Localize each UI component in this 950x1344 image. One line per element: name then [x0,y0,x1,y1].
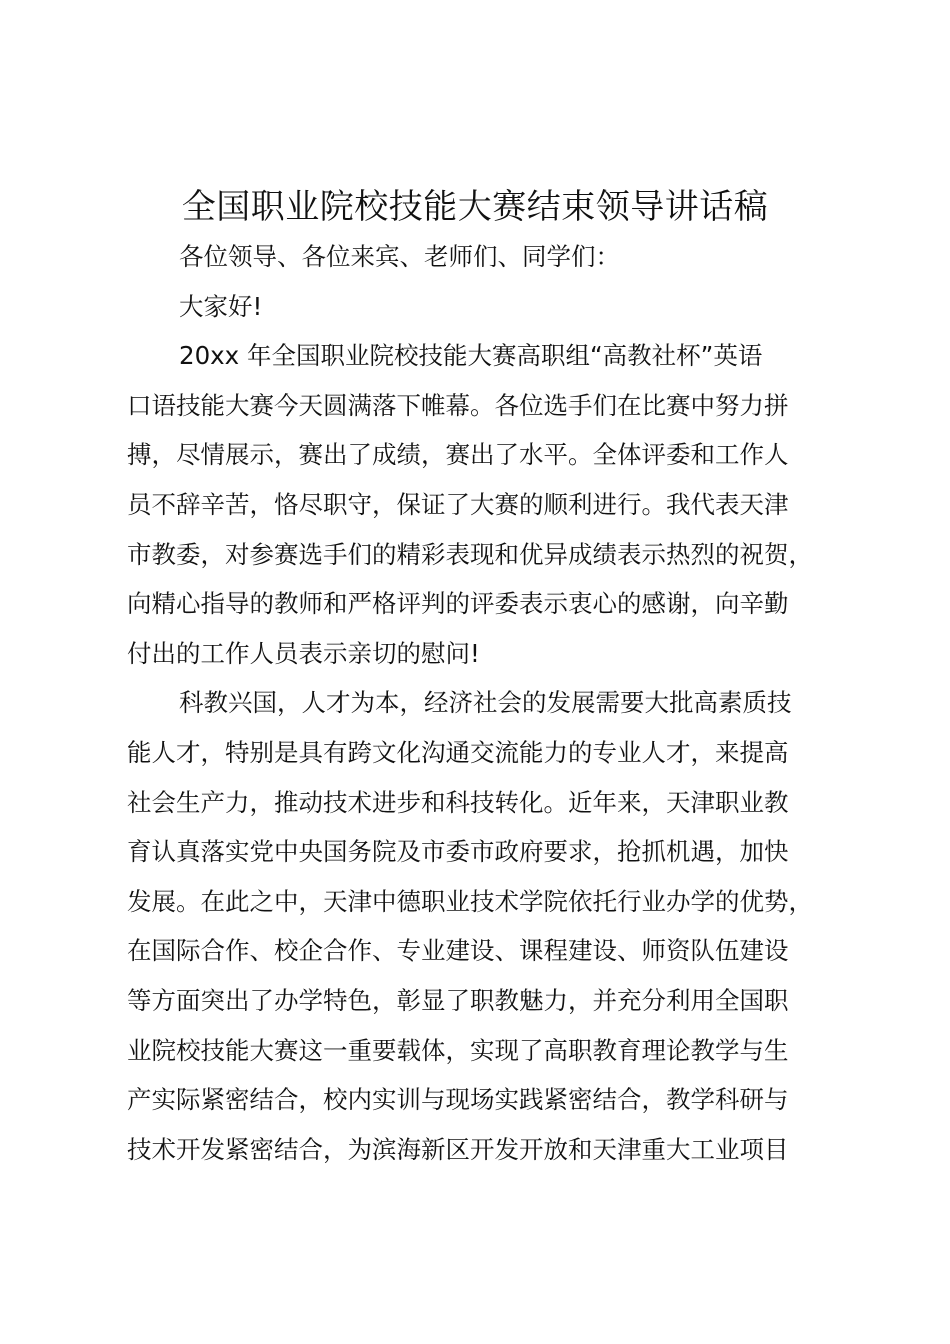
paragraph-2-line-8: 业院校技能大赛这一重要载体，实现了高职教育理论教学与生 [127,1035,789,1065]
paragraph-1-line-5: 市教委，对参赛选手们的精彩表现和优异成绩表示热烈的祝贺， [127,539,813,569]
paragraph-2-line-1: 科教兴国，人才为本，经济社会的发展需要大批高素质技 [179,688,792,718]
document-title: 全国职业院校技能大赛结束领导讲话稿 [181,187,769,227]
paragraph-1-line-3: 搏，尽情展示，赛出了成绩，赛出了水平。全体评委和工作人 [127,440,789,470]
document-body [127,232,859,1174]
paragraph-2-line-3: 社会生产力，推动技术进步和科技转化。近年来，天津职业教 [127,787,789,817]
paragraph-1-line-2: 口语技能大赛今天圆满落下帷幕。各位选手们在比赛中努力拼 [127,390,789,420]
paragraph-1-line-1: 20xx 年全国职业院校技能大赛高职组“高教社杯”英语 [179,341,763,371]
paragraph-2-line-4: 育认真落实党中央国务院及市委市政府要求，抢抓机遇，加快 [127,837,789,867]
paragraph-1-line-6: 向精心指导的教师和严格评判的评委表示衷心的感谢，向辛勤 [127,589,789,619]
paragraph-2-line-2: 能人才，特别是具有跨文化沟通交流能力的专业人才，来提高 [127,737,789,767]
salutation-line: 各位领导、各位来宾、老师们、同学们： [179,242,620,271]
paragraph-1-line-4: 员不辞辛苦，恪尽职守，保证了大赛的顺利进行。我代表天津 [127,489,789,519]
greeting-line: 大家好! [179,291,263,321]
paragraph-2-line-10: 技术开发紧密结合，为滨海新区开发开放和天津重大工业项目 [127,1134,789,1164]
paragraph-1-line-7: 付出的工作人员表示亲切的慰问! [127,638,480,668]
paragraph-2-line-6: 在国际合作、校企合作、专业建设、课程建设、师资队伍建设 [127,936,789,966]
paragraph-2-line-9: 产实际紧密结合，校内实训与现场实践紧密结合，教学科研与 [127,1085,789,1115]
paragraph-2-line-5: 发展。在此之中，天津中德职业技术学院依托行业办学的优势， [127,886,813,916]
paragraph-2-line-7: 等方面突出了办学特色，彰显了职教魅力，并充分利用全国职 [127,985,789,1015]
